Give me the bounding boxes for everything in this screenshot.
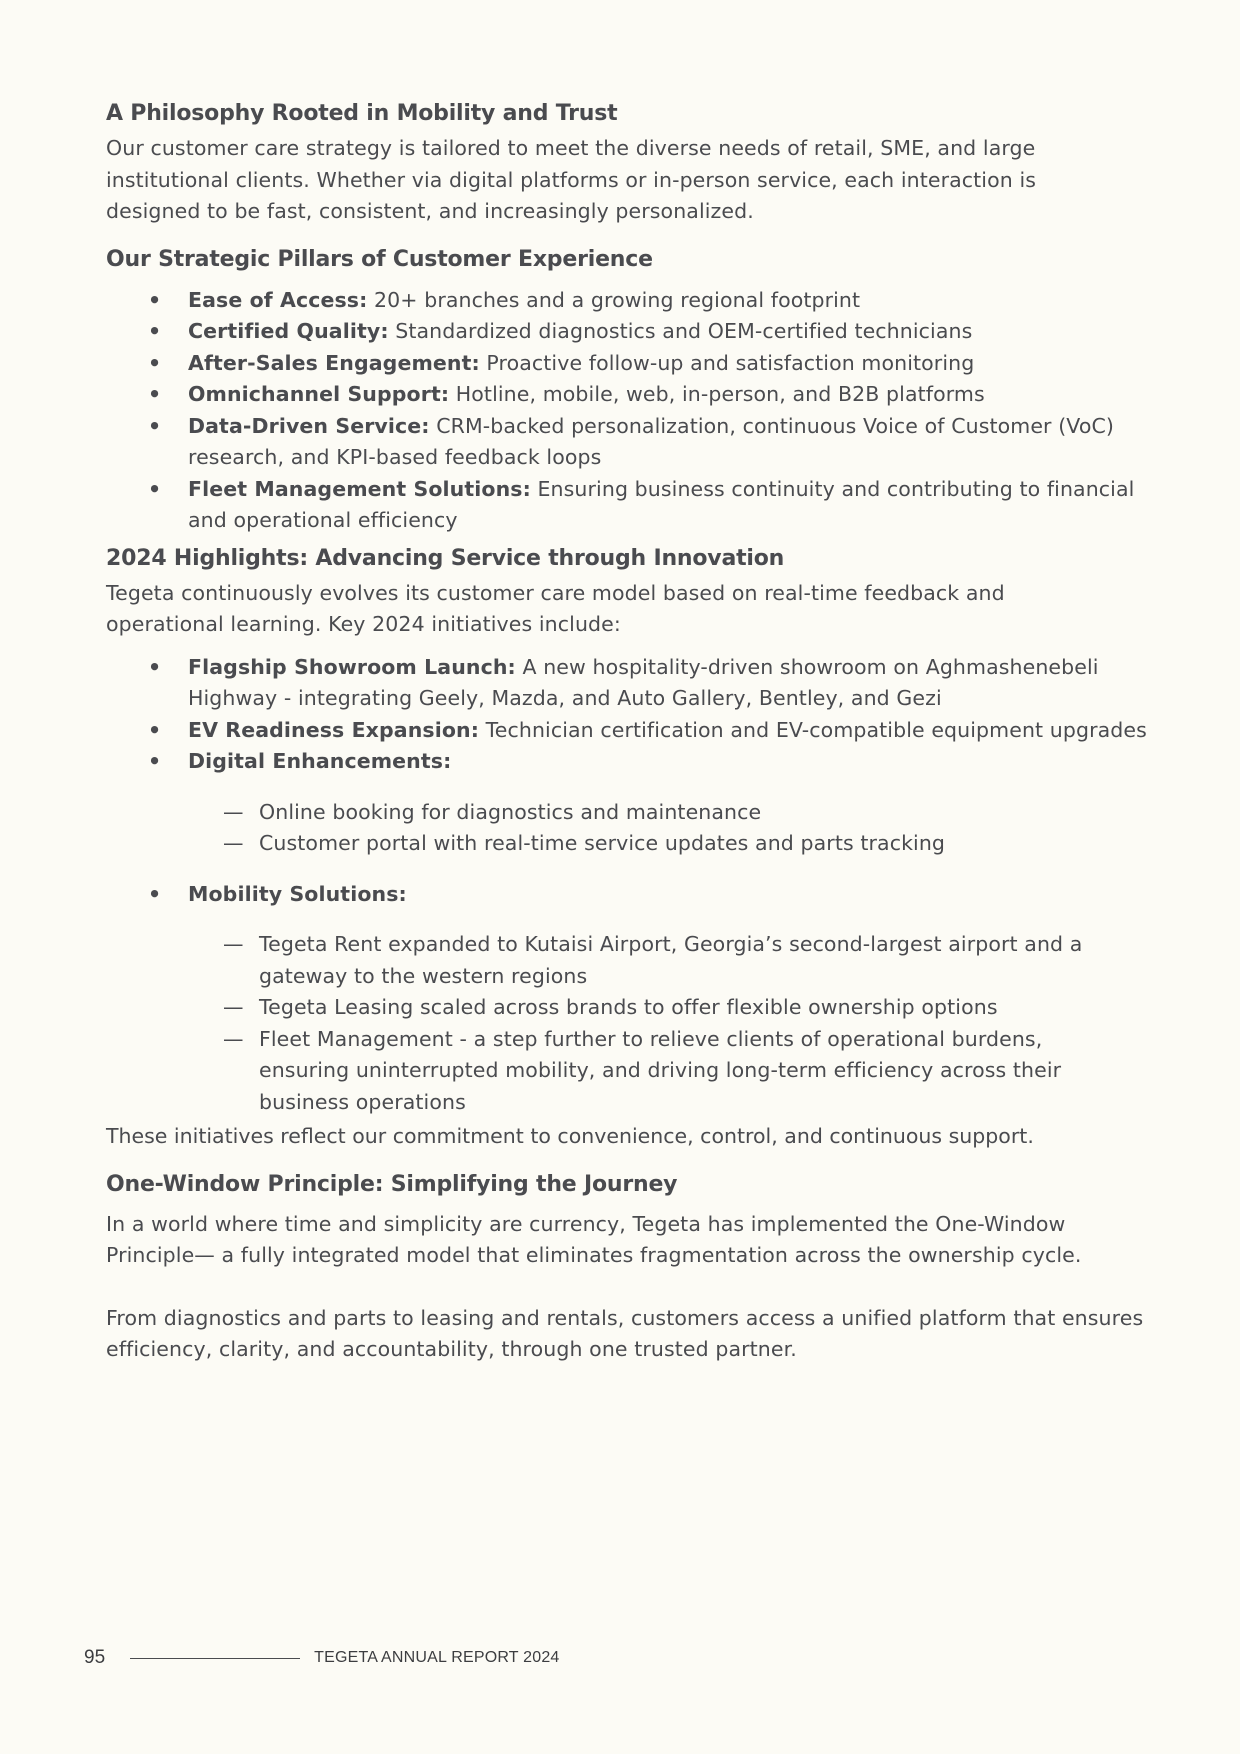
highlights-intro: Tegeta continuously evolves its customer care model based on real-time feedback and operational learning. Key 2024 initiatives include: xyxy=(106,580,1005,636)
list-item-term: Flagship Showroom Launch: xyxy=(188,654,516,679)
bullet-icon: • xyxy=(148,382,162,406)
sublist-item-text: Customer portal with real-time service updates and parts tracking xyxy=(259,831,946,855)
section-heading-pillars: Our Strategic Pillars of Customer Experience xyxy=(106,246,653,272)
list-item xyxy=(106,652,1156,715)
sublist-item xyxy=(106,828,1156,860)
highlights-closing: These initiatives reflect our commitment to convenience, control, and continuous support. xyxy=(106,1124,1034,1148)
list-item xyxy=(106,316,1156,348)
bullet-icon: • xyxy=(148,413,162,438)
dash-icon: — xyxy=(223,1026,244,1051)
dash-icon: — xyxy=(223,932,244,956)
list-item-term: Fleet Management Solutions: xyxy=(188,476,531,501)
sublist-item-text: Fleet Management - a step further to relieve clients of operational burdens, ensuring uninterrupted mobility, and driving long-term efficiency across their business operations xyxy=(259,1026,1062,1114)
list-item-text: 20+ branches and a growing regional footprint xyxy=(367,287,861,312)
report-title: TEGETA ANNUAL REPORT 2024 xyxy=(314,1649,560,1666)
list-item-term: EV Readiness Expansion: xyxy=(188,717,480,742)
list-item xyxy=(106,379,1156,411)
list-item-term: Digital Enhancements: xyxy=(188,749,452,773)
list-item-term: After-Sales Engagement: xyxy=(188,350,480,375)
sublist-item xyxy=(106,992,1086,1024)
dash-icon: — xyxy=(223,995,244,1019)
list-item xyxy=(106,348,1156,380)
sublist-item xyxy=(106,1024,1086,1119)
section-heading-one-window: One-Window Principle: Simplifying the Journey xyxy=(106,1171,678,1197)
sublist-item xyxy=(106,797,1156,829)
list-item xyxy=(106,746,1156,860)
list-item xyxy=(106,474,1156,537)
one-window-paragraph-1: In a world where time and simplicity are currency, Tegeta has implemented the One-Window Principle— a fully integrated model that eliminates fragmentation across the ownership cycle. xyxy=(106,1211,1082,1267)
page-number: 95 xyxy=(84,1647,106,1668)
list-item-term: Mobility Solutions: xyxy=(188,881,407,906)
list-item-text: Technician certification and EV-compatible equipment upgrades xyxy=(479,717,1147,742)
list-item-text: Ensuring business continuity and contributing to financial and operational efficiency xyxy=(188,476,1135,532)
bullet-icon: • xyxy=(148,881,162,906)
pillars-list xyxy=(106,285,1156,537)
list-item-term: Omnichannel Support: xyxy=(188,382,450,406)
list-item-term: Ease of Access: xyxy=(188,287,368,312)
philosophy-paragraph: Our customer care strategy is tailored to meet the diverse needs of retail, SME, and large institutional clients. Whether via digital platforms or in-person service, each interaction is designed to be fast, consistent, and increasingly personalized. xyxy=(106,136,1037,223)
bullet-icon: • xyxy=(148,476,162,501)
mobility-sublist xyxy=(106,929,1086,1118)
document-page xyxy=(106,100,1146,1366)
list-item-text: Proactive follow-up and satisfaction monitoring xyxy=(479,350,975,375)
digital-sublist xyxy=(106,797,1156,860)
bullet-icon: • xyxy=(148,717,162,742)
bullet-icon: • xyxy=(148,654,162,679)
list-item-text: A new hospitality-driven showroom on Aghmashenebeli Highway - integrating Geely, Mazda, and Auto Gallery, Bentley, and Gezi xyxy=(188,654,1099,710)
dash-icon: — xyxy=(223,799,244,824)
list-item-text: Hotline, mobile, web, in-person, and B2B platforms xyxy=(449,382,985,406)
one-window-paragraph-2: From diagnostics and parts to leasing and rentals, customers access a unified platform that ensures efficiency, clarity, and accountability, through one trusted partner. xyxy=(106,1305,1144,1361)
highlights-list xyxy=(106,652,1156,1119)
bullet-icon: • xyxy=(148,319,162,343)
list-item-text: CRM-backed personalization, continuous Voice of Customer (VoC) research, and KPI-based feedback loops xyxy=(188,413,1114,469)
bullet-icon: • xyxy=(148,749,162,773)
list-item xyxy=(106,715,1156,747)
list-item-term: Certified Quality: xyxy=(188,319,389,343)
bullet-icon: • xyxy=(148,287,162,312)
list-item xyxy=(106,879,1156,1119)
dash-icon: — xyxy=(223,831,244,855)
sublist-item-text: Tegeta Rent expanded to Kutaisi Airport, Georgia’s second-largest airport and a gateway to the western regions xyxy=(259,932,1083,988)
page-footer xyxy=(84,1646,560,1670)
list-item xyxy=(106,285,1156,317)
list-item-text: Standardized diagnostics and OEM-certified technicians xyxy=(388,319,973,343)
list-item-term: Data-Driven Service: xyxy=(188,413,430,438)
sublist-item-text: Online booking for diagnostics and maintenance xyxy=(259,799,762,824)
footer-divider xyxy=(130,1658,300,1659)
sublist-item xyxy=(106,929,1086,992)
list-item xyxy=(106,411,1156,474)
section-heading-highlights: 2024 Highlights: Advancing Service through Innovation xyxy=(106,545,785,571)
section-heading-philosophy: A Philosophy Rooted in Mobility and Trust xyxy=(106,101,618,126)
bullet-icon: • xyxy=(148,350,162,375)
sublist-item-text: Tegeta Leasing scaled across brands to offer flexible ownership options xyxy=(259,995,998,1019)
